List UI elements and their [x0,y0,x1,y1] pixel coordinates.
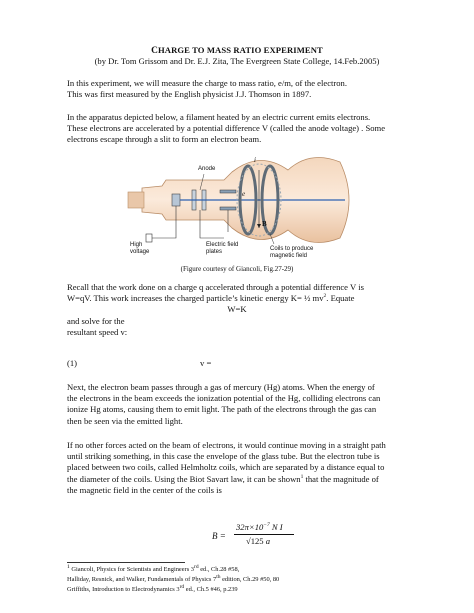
mercury-line: then be seen via the emitted light. [67,415,183,426]
field-label: B [262,220,267,228]
work-line: Recall that the work done on a charge q accelerated through a potential difference V is [67,282,364,292]
footnote-2: Halliday, Resnick, and Walker, Fundamentals of Physics 7th edition, Ch.29 #50, 80 [67,573,280,583]
footnote-1: $^1$ Giancoli, Physics for Scientists and Engineers 3rd ed., Ch.28 #58, [67,563,240,573]
solve-line: and solve for the [67,316,125,326]
solve-paragraph [67,316,412,338]
helmholtz-line: placed between two coils, called Helmholtz coils, which are separated by a distance equal to [67,462,385,473]
anode-label: Anode [198,166,216,172]
formula-denominator: √125 a [246,536,271,546]
electron-label: e [242,190,246,198]
mercury-line: Next, the electron beam passes through a gas of mercury (Hg) atoms. When the energy of [67,382,375,392]
battery-symbol [146,234,152,242]
document-title: CHARGE TO MASS RATIO EXPERIMENT [151,45,323,56]
field-plate-top [220,190,236,193]
formula-numerator: $32\pi\times 10^{-7}$ N I [236,522,283,532]
footnote-3: Griffiths, Introduction to Electrodynamics 3rd ed., Ch.5 #46, p.239 [67,583,238,593]
intro-paragraph [67,78,412,100]
magnetic-field-formula [212,522,302,554]
mercury-line: ionize Hg atoms, causing them to emit light. The path of the electrons through the gas can [67,404,377,415]
footnote-rule [67,562,185,563]
tube-stem [128,192,144,208]
apparatus-line: These electrons are accelerated by a potential difference V (called the anode voltage) . Some [67,123,386,134]
helmholtz-paragraph [67,440,412,496]
document-byline: (by Dr. Tom Grissom and Dr. E.J. Zita, The Evergreen State College, 14.Feb.2005) [94,56,380,66]
current-label: i [254,156,256,164]
equation-number: (1) [67,358,78,368]
apparatus-line: In the apparatus depicted below, a filament heated by an electric current emits electrons. [67,112,371,122]
solve-line: resultant speed v: [67,327,128,338]
mercury-line: the electrons in the beam exceeds the ionization potential of the Hg, colliding electrons can [67,393,381,404]
apparatus-line: electrons escape through a slit to form an electron beam. [67,134,262,145]
helmholtz-line: If no other forces acted on the beam of electrons, it would continue moving in a straight path [67,440,386,450]
high-voltage-label: voltage [130,249,150,255]
coils-label: magnetic field [270,253,308,259]
filament [172,194,180,206]
intro-line: This was first measured by the English physicist J.J. Thomson in 1897. [67,89,312,100]
intro-line: In this experiment, we will measure the charge to mass ratio, e/m, of the electron. [67,78,348,88]
thomson-apparatus-figure [120,140,360,260]
formula-lhs: B = [212,531,226,541]
figure-caption: (Figure courtesy of Giancoli, Fig.27-29) [180,265,294,273]
helmholtz-line: until striking something, in this case the envelope of the glass tube. But the electron tube is [67,451,380,462]
work-line: W=qV. This work increases the charged particle’s kinetic energy K= ½ $mv^2$. Equate [67,293,355,304]
coils-label: Coils to produce [270,246,314,252]
speed-equation: v = [200,358,212,368]
field-plate-bottom [220,207,236,210]
field-plates-label: Electric field [206,242,239,248]
work-energy-equation: W=K [227,304,247,314]
mercury-paragraph [67,382,412,427]
fraction-bar [234,534,294,535]
helmholtz-line: the magnetic field in the center of the coils is [67,484,222,495]
high-voltage-label: High [130,242,143,248]
work-paragraph [67,282,412,304]
helmholtz-line: the diameter of the coils. Using the Biot Savart law, it can be shown$^1$ that the magnitude of [67,473,379,484]
field-plates-label: plates [206,249,223,255]
